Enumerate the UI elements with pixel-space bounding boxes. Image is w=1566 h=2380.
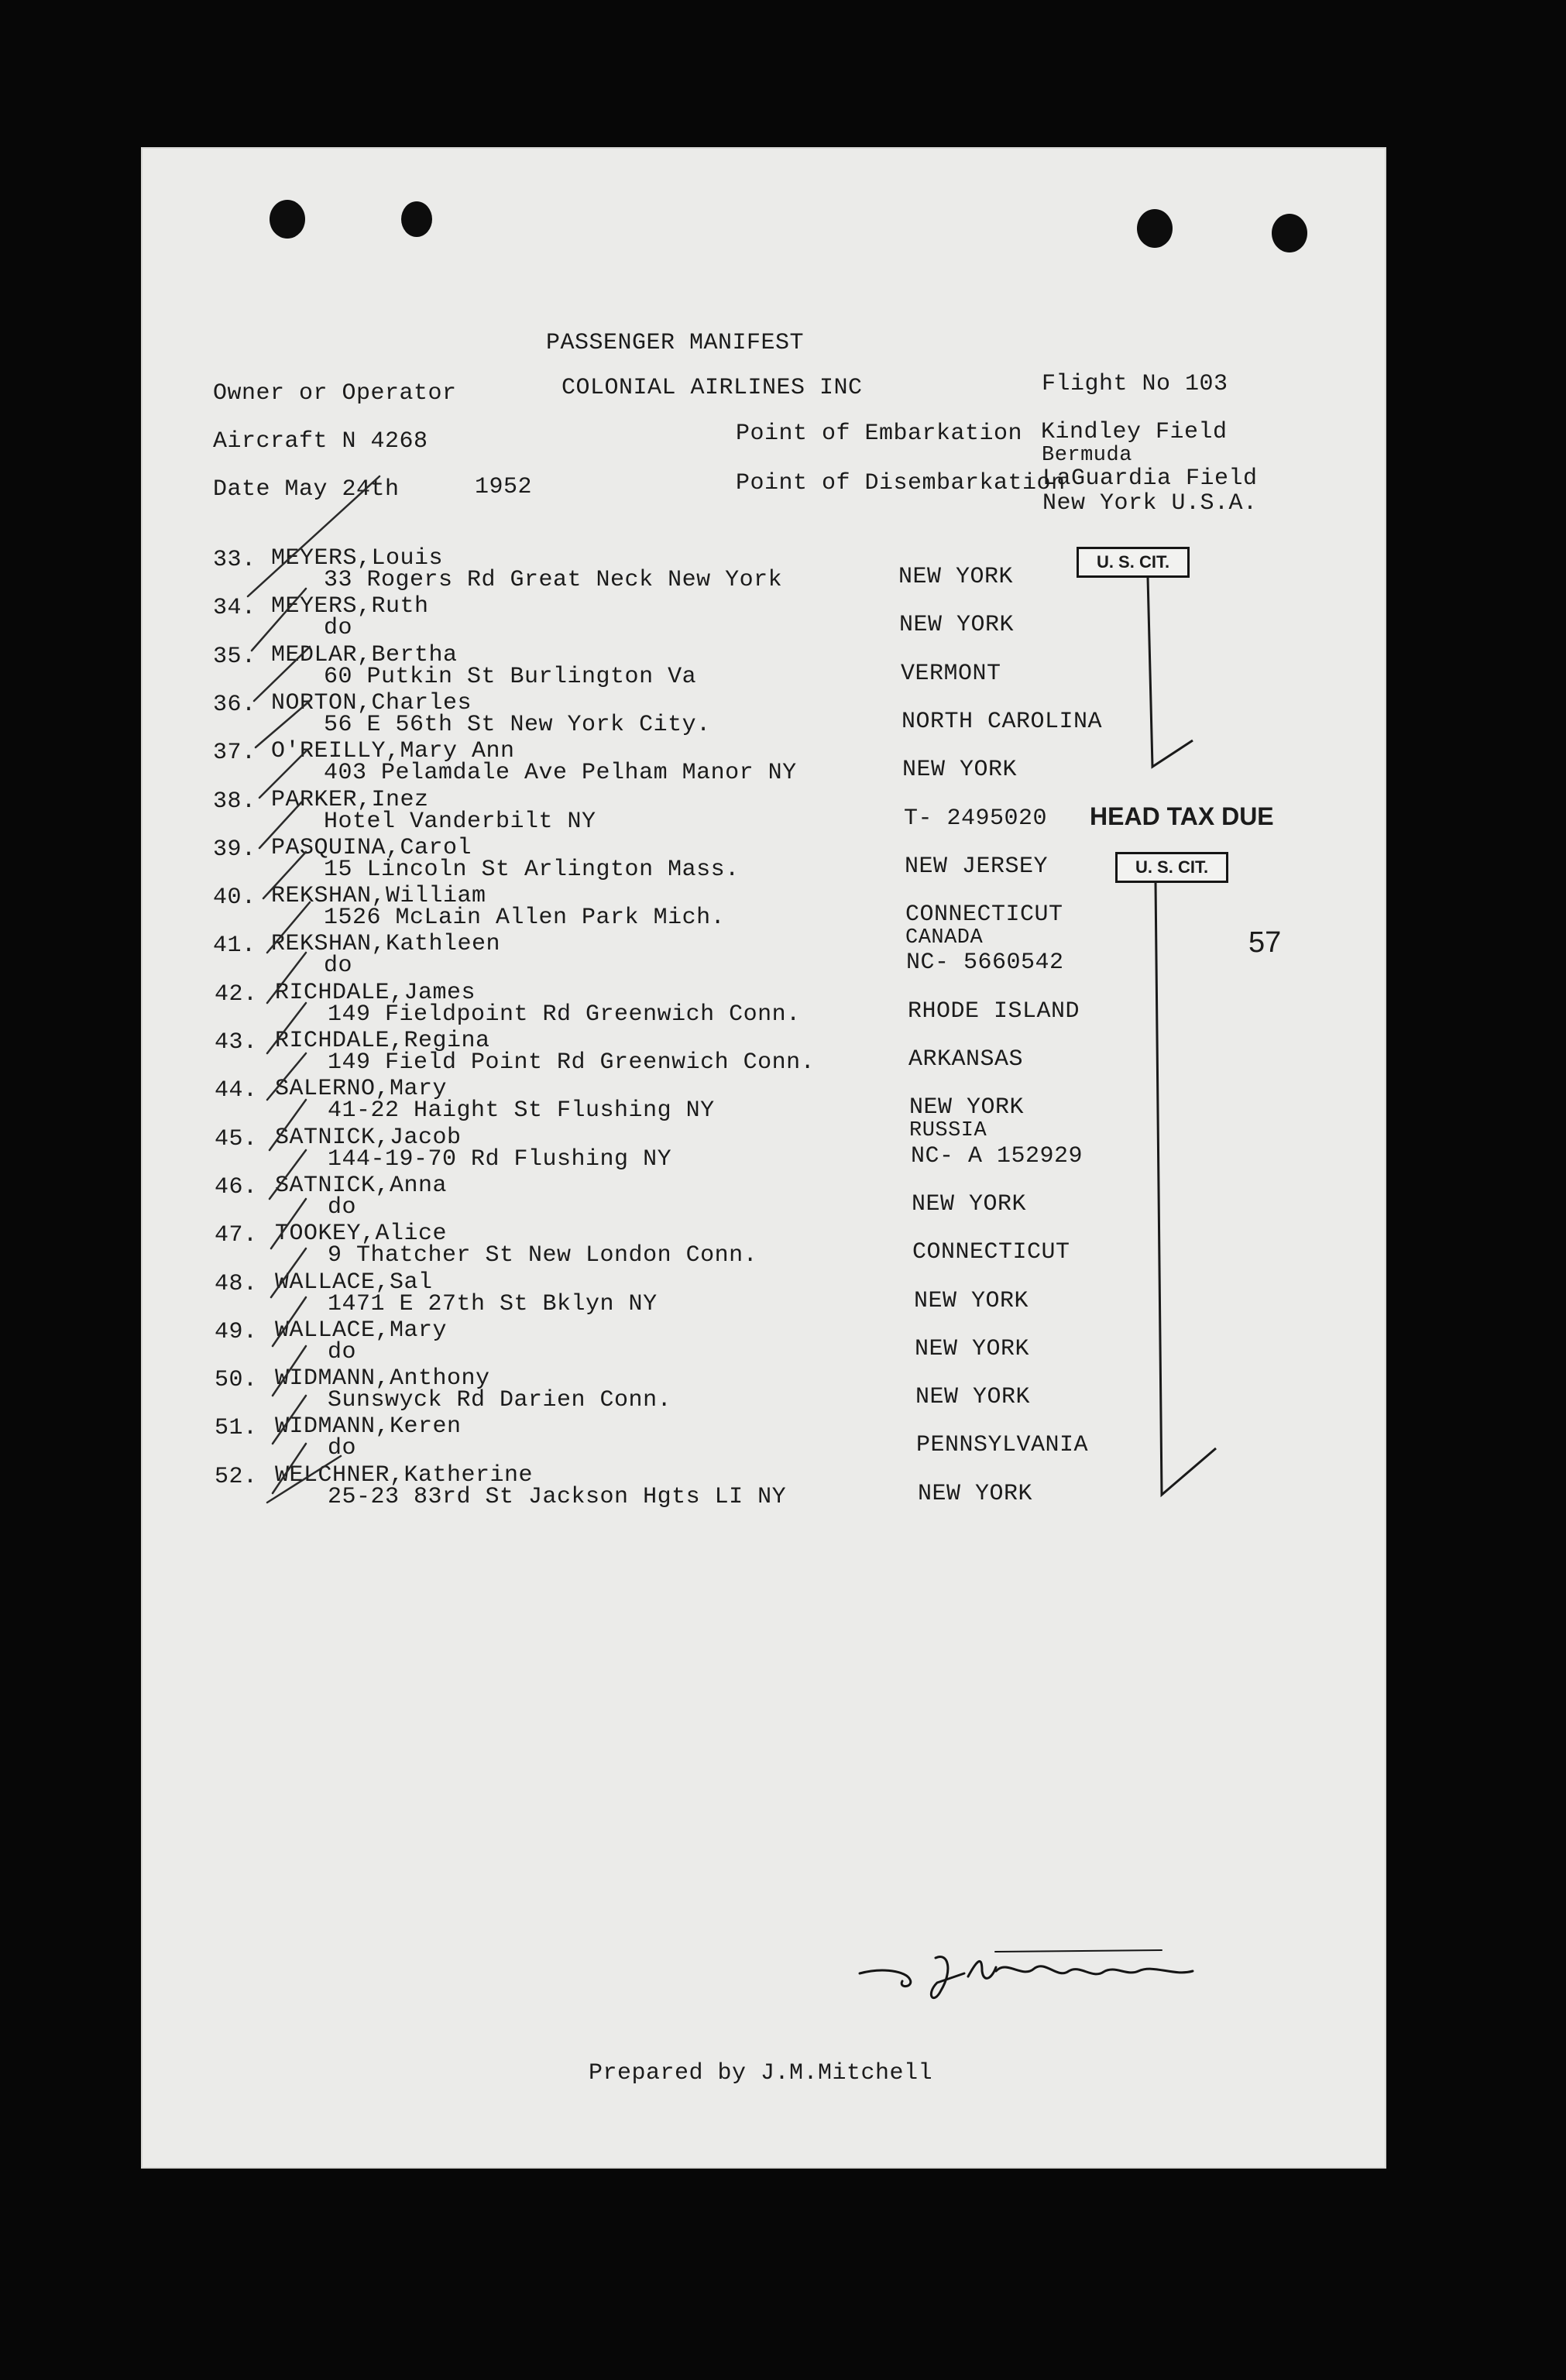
passenger-place: NORTH CAROLINA [901, 709, 1103, 735]
passenger-number: 44. [215, 1077, 258, 1104]
passenger-address: 1471 E 27th St Bklyn NY [328, 1291, 658, 1317]
passenger-name: NORTON,Charles [271, 690, 472, 716]
passenger-name: MEYERS,Louis [271, 545, 444, 572]
passenger-address: 144-19-70 Rd Flushing NY [328, 1146, 672, 1173]
head-tax-due-stamp: HEAD TAX DUE [1090, 802, 1274, 830]
passenger-place: ARKANSAS [908, 1046, 1024, 1073]
prepared-by: Prepared by J.M.Mitchell [589, 2060, 933, 2086]
aircraft-number: Aircraft N 4268 [213, 428, 428, 455]
disembarkation-value: LaGuardia Field [1042, 465, 1258, 492]
embarkation-value-2: Bermuda [1042, 444, 1132, 467]
passenger-place: CONNECTICUT [912, 1239, 1070, 1266]
passenger-number: 50. [215, 1367, 258, 1393]
passenger-place: NC- 5660542 [906, 950, 1064, 976]
passenger-number: 39. [213, 836, 256, 863]
passenger-place: NEW JERSEY [905, 853, 1049, 880]
passenger-number: 45. [215, 1126, 258, 1152]
passenger-address: 33 Rogers Rd Great Neck New York [324, 567, 783, 593]
disembarkation-value-2: New York U.S.A. [1042, 490, 1258, 517]
passenger-place: NEW YORK [915, 1336, 1030, 1362]
passenger-name: REKSHAN,William [271, 883, 486, 909]
passenger-number: 46. [215, 1174, 258, 1200]
passenger-number: 47. [215, 1222, 258, 1248]
passenger-address: do [324, 615, 353, 641]
passenger-name: WIDMANN,Keren [275, 1413, 462, 1440]
passenger-place-secondary: RUSSIA [909, 1119, 987, 1142]
passenger-number: 48. [215, 1271, 258, 1297]
passenger-address: 41-22 Haight St Flushing NY [328, 1097, 715, 1124]
passenger-address: Sunswyck Rd Darien Conn. [328, 1387, 672, 1413]
passenger-address: 149 Fieldpoint Rd Greenwich Conn. [328, 1001, 801, 1028]
passenger-number: 40. [213, 884, 256, 911]
embarkation-label: Point of Embarkation [736, 421, 1023, 447]
passenger-place: NEW YORK [914, 1288, 1029, 1314]
passenger-number: 35. [213, 644, 256, 670]
passenger-place: T- 2495020 [904, 805, 1048, 832]
passenger-address: do [328, 1339, 357, 1365]
passenger-name: SATNICK,Anna [275, 1173, 448, 1199]
passenger-address: do [328, 1435, 357, 1461]
passenger-number: 41. [213, 932, 256, 959]
passenger-place: CONNECTICUT [905, 902, 1063, 928]
passenger-place: NEW YORK [902, 757, 1018, 783]
passenger-name: WALLACE,Mary [275, 1317, 448, 1344]
passenger-place: NEW YORK [918, 1481, 1033, 1507]
embarkation-value: Kindley Field [1041, 419, 1228, 445]
us-citizen-stamp-2: U. S. CIT. [1115, 852, 1228, 883]
passenger-place: NEW YORK [898, 564, 1014, 590]
passenger-name: WALLACE,Sal [275, 1269, 433, 1296]
passenger-name: O'REILLY,Mary Ann [271, 738, 515, 764]
passenger-place-secondary: CANADA [905, 926, 984, 950]
passenger-number: 49. [215, 1319, 258, 1345]
passenger-address: 1526 McLain Allen Park Mich. [324, 905, 726, 931]
passenger-place: NEW YORK [899, 612, 1015, 638]
passenger-address: Hotel Vanderbilt NY [324, 809, 596, 835]
passenger-address: do [324, 953, 353, 979]
passenger-name: RICHDALE,Regina [275, 1028, 490, 1054]
page-title: PASSENGER MANIFEST [546, 330, 805, 356]
passenger-name: PASQUINA,Carol [271, 835, 472, 861]
passenger-place: NEW YORK [909, 1094, 1025, 1121]
passenger-name: SALERNO,Mary [275, 1076, 448, 1102]
date-year: 1952 [475, 474, 533, 500]
passenger-name: MEDLAR,Bertha [271, 642, 458, 668]
passenger-number: 33. [213, 547, 256, 573]
passenger-number: 36. [213, 692, 256, 718]
passenger-place: NEW YORK [915, 1384, 1031, 1410]
passenger-name: WIDMANN,Anthony [275, 1365, 490, 1392]
owner-label: Owner or Operator [213, 380, 457, 407]
passenger-name: SATNICK,Jacob [275, 1125, 462, 1151]
passenger-number: 38. [213, 788, 256, 815]
passenger-address: 149 Field Point Rd Greenwich Conn. [328, 1049, 816, 1076]
passenger-address: 15 Lincoln St Arlington Mass. [324, 857, 740, 883]
passenger-number: 34. [213, 595, 256, 621]
passenger-name: RICHDALE,James [275, 980, 476, 1006]
page-number: 57 [1248, 926, 1282, 959]
us-citizen-stamp-1: U. S. CIT. [1077, 547, 1190, 578]
passenger-name: PARKER,Inez [271, 787, 429, 813]
passenger-name: REKSHAN,Kathleen [271, 931, 501, 957]
passenger-address: 60 Putkin St Burlington Va [324, 664, 697, 690]
passenger-number: 37. [213, 740, 256, 766]
passenger-address: 56 E 56th St New York City. [324, 712, 711, 738]
passenger-address: 9 Thatcher St New London Conn. [328, 1242, 758, 1269]
date-label: Date May 24th [213, 476, 400, 503]
flight-number: Flight No 103 [1042, 371, 1228, 397]
owner-value: COLONIAL AIRLINES INC [561, 375, 863, 401]
passenger-place: NEW YORK [912, 1191, 1027, 1217]
passenger-address: do [328, 1194, 357, 1221]
passenger-name: WELCHNER,Katherine [275, 1462, 534, 1489]
disembarkation-label: Point of Disembarkation [736, 470, 1066, 496]
passenger-number: 43. [215, 1029, 258, 1056]
passenger-place: VERMONT [901, 661, 1001, 687]
passenger-address: 403 Pelamdale Ave Pelham Manor NY [324, 760, 797, 786]
passenger-number: 51. [215, 1415, 258, 1441]
passenger-place: RHODE ISLAND [908, 998, 1080, 1025]
passenger-number: 52. [215, 1464, 258, 1490]
passenger-place: PENNSYLVANIA [916, 1432, 1089, 1458]
passenger-address: 25-23 83rd St Jackson Hgts LI NY [328, 1484, 787, 1510]
passenger-place: NC- A 152929 [911, 1143, 1083, 1169]
passenger-name: TOOKEY,Alice [275, 1221, 448, 1247]
passenger-name: MEYERS,Ruth [271, 593, 429, 620]
passenger-number: 42. [215, 981, 258, 1008]
